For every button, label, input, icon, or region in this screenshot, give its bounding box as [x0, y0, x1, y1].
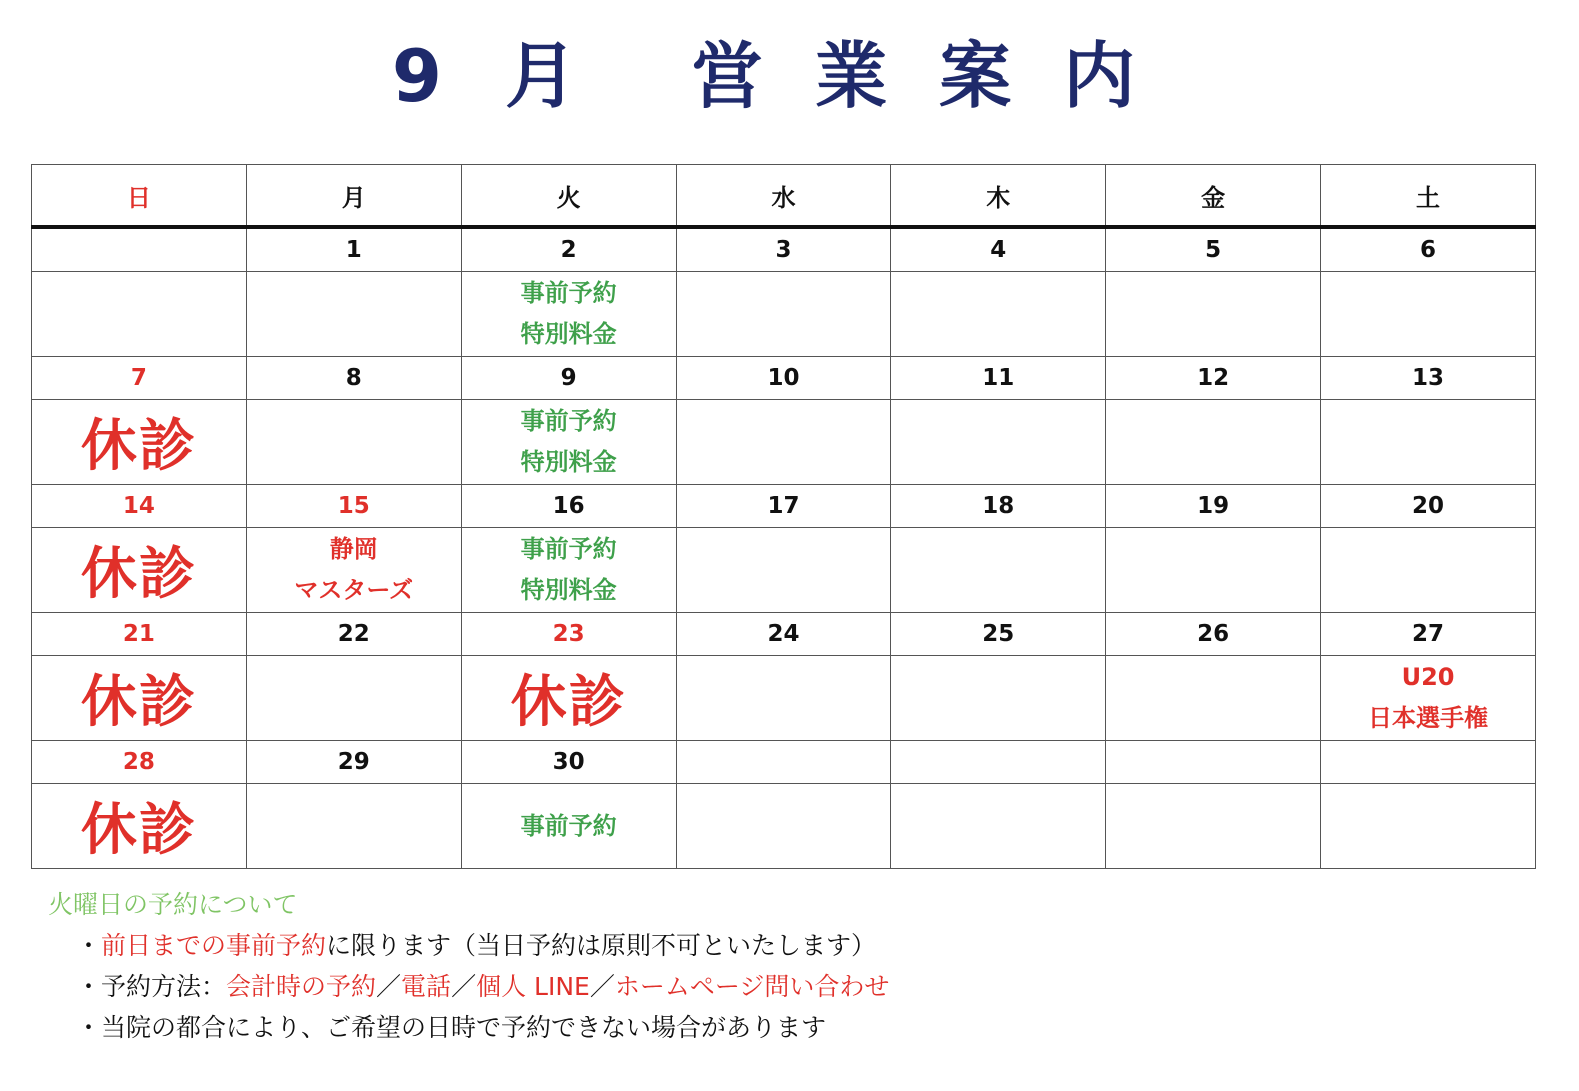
- day-note-cell: [1321, 528, 1536, 613]
- day-note-cell: [676, 272, 891, 357]
- date-cell: 2: [461, 227, 676, 272]
- date-row: [32, 357, 1536, 400]
- weekday-mon: 月: [246, 165, 461, 228]
- day-note: 日本選手権: [1368, 704, 1489, 732]
- day-note-cell: [891, 784, 1106, 869]
- date-cell: 25: [891, 613, 1106, 656]
- date-cell: 6: [1321, 227, 1536, 272]
- note-row: [32, 784, 1536, 869]
- title-month: 9 月: [391, 34, 582, 118]
- reservation-notes: [48, 884, 889, 1048]
- date-cell: 29: [246, 741, 461, 784]
- calendar-body: [32, 227, 1536, 869]
- date-cell: 8: [246, 357, 461, 400]
- weekday-tue: 火: [461, 165, 676, 228]
- date-cell: 18: [891, 485, 1106, 528]
- day-note-cell: [676, 400, 891, 485]
- title-text: 営業案内: [691, 34, 1188, 118]
- day-note-cell: [676, 656, 891, 741]
- day-note-cell: [246, 400, 461, 485]
- day-note-cell: [1321, 656, 1536, 741]
- day-note-cell: [891, 400, 1106, 485]
- day-note-cell: [461, 272, 676, 357]
- note-row: [32, 528, 1536, 613]
- day-note-cell: [246, 528, 461, 613]
- notes-text: 個人 LINE: [476, 972, 590, 1001]
- weekday-thu: 木: [891, 165, 1106, 228]
- date-row: [32, 485, 1536, 528]
- date-cell: [32, 227, 247, 272]
- date-cell: 16: [461, 485, 676, 528]
- day-note: 特別料金: [520, 576, 617, 604]
- page-title: [0, 18, 1579, 122]
- note-row: [32, 400, 1536, 485]
- note-row: [32, 272, 1536, 357]
- day-note-cell: [32, 400, 247, 485]
- day-note-cell: [891, 528, 1106, 613]
- date-cell: 10: [676, 357, 891, 400]
- day-note-cell: [246, 272, 461, 357]
- closed-label: 休診: [80, 414, 197, 479]
- day-note-cell: [676, 784, 891, 869]
- day-note-cell: [246, 656, 461, 741]
- notes-text: ・: [76, 931, 102, 960]
- date-row: [32, 227, 1536, 272]
- weekday-sat: 土: [1321, 165, 1536, 228]
- day-note-cell: [461, 400, 676, 485]
- day-note: マスターズ: [294, 576, 414, 604]
- day-note-cell: [32, 656, 247, 741]
- date-cell: 26: [1106, 613, 1321, 656]
- day-note-cell: [461, 656, 676, 741]
- date-cell: 23: [461, 613, 676, 656]
- day-note-cell: [461, 528, 676, 613]
- date-row: [32, 613, 1536, 656]
- date-cell: 13: [1321, 357, 1536, 400]
- day-note-cell: [1106, 400, 1321, 485]
- date-cell: [891, 741, 1106, 784]
- day-note: 事前予約: [520, 279, 617, 307]
- day-note: 静岡: [329, 535, 378, 563]
- date-cell: 17: [676, 485, 891, 528]
- day-note-cell: [676, 528, 891, 613]
- date-cell: [676, 741, 891, 784]
- date-cell: [1321, 741, 1536, 784]
- notes-heading: 火曜日の予約について: [48, 890, 298, 919]
- date-row: [32, 741, 1536, 784]
- date-cell: 14: [32, 485, 247, 528]
- note-row: [32, 656, 1536, 741]
- notes-text: ・当院の都合により、ご希望の日時で予約できない場合があります: [76, 1013, 827, 1042]
- day-note-cell: [1106, 656, 1321, 741]
- date-cell: 15: [246, 485, 461, 528]
- notes-text: ／: [451, 972, 477, 1001]
- date-cell: 5: [1106, 227, 1321, 272]
- day-note-cell: [1106, 528, 1321, 613]
- day-note: 事前予約: [520, 407, 617, 435]
- closed-label: 休診: [80, 670, 197, 735]
- day-note-cell: [32, 784, 247, 869]
- day-note: U20: [1401, 663, 1455, 691]
- date-cell: 22: [246, 613, 461, 656]
- day-note-cell: [891, 656, 1106, 741]
- day-note-cell: [32, 272, 247, 357]
- notes-text: に限ります（当日予約は原則不可といたします）: [326, 931, 877, 960]
- notes-text: ／: [376, 972, 402, 1001]
- date-cell: 11: [891, 357, 1106, 400]
- day-note-cell: [1106, 272, 1321, 357]
- day-note-cell: [461, 784, 676, 869]
- date-cell: 19: [1106, 485, 1321, 528]
- date-cell: 24: [676, 613, 891, 656]
- date-cell: 30: [461, 741, 676, 784]
- notes-item: [48, 1007, 889, 1048]
- notes-text: ／: [589, 972, 615, 1001]
- notes-text: 電話: [401, 972, 452, 1001]
- day-note: 事前予約: [520, 535, 617, 563]
- date-cell: 1: [246, 227, 461, 272]
- calendar-table: [31, 164, 1536, 869]
- day-note-cell: [891, 272, 1106, 357]
- day-note: 特別料金: [520, 320, 617, 348]
- day-note: 特別料金: [520, 448, 617, 476]
- day-note-cell: [1321, 400, 1536, 485]
- day-note-cell: [246, 784, 461, 869]
- date-cell: [1106, 741, 1321, 784]
- weekday-sun: 日: [32, 165, 247, 228]
- notes-text: ホームページ問い合わせ: [614, 972, 890, 1001]
- day-note-cell: [32, 528, 247, 613]
- date-cell: 20: [1321, 485, 1536, 528]
- weekday-fri: 金: [1106, 165, 1321, 228]
- date-cell: 21: [32, 613, 247, 656]
- notes-text: ・予約方法：: [76, 972, 227, 1001]
- date-cell: 12: [1106, 357, 1321, 400]
- closed-label: 休診: [80, 542, 197, 607]
- date-cell: 9: [461, 357, 676, 400]
- notes-text: 前日までの事前予約: [101, 931, 327, 960]
- notes-item: [48, 966, 889, 1007]
- notes-text: 会計時の予約: [226, 972, 377, 1001]
- date-cell: 4: [891, 227, 1106, 272]
- date-cell: 28: [32, 741, 247, 784]
- notes-item: [48, 925, 889, 966]
- date-cell: 3: [676, 227, 891, 272]
- day-note: 事前予約: [520, 811, 617, 840]
- day-note-cell: [1106, 784, 1321, 869]
- closed-label: 休診: [510, 670, 627, 735]
- weekday-wed: 水: [676, 165, 891, 228]
- date-cell: 7: [32, 357, 247, 400]
- day-note-cell: [1321, 272, 1536, 357]
- date-cell: 27: [1321, 613, 1536, 656]
- weekday-header-row: [32, 165, 1536, 228]
- day-note-cell: [1321, 784, 1536, 869]
- closed-label: 休診: [80, 798, 197, 863]
